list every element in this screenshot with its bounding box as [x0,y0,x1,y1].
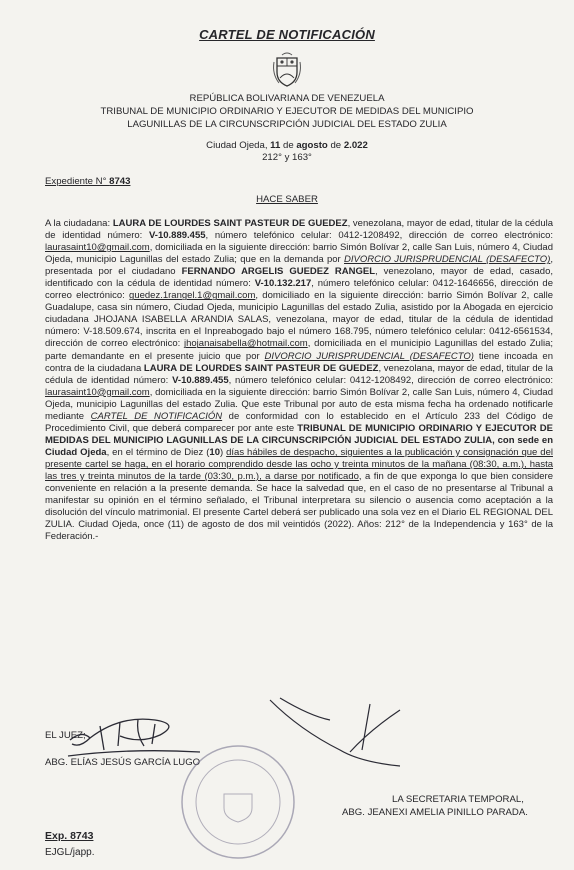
body-segment: LAURA DE LOURDES SAINT PASTEUR DE GUEDEZ [112,218,348,229]
body-segment: , a fin de que exponga lo que bien considere conveniente en relación a la presente demanda. Se hace la salvedad que, en el caso de no presentarse al Tribunal a manifestar su opinión en el término señalado, el Tribunal interpretara su silencio o ausencia como aceptación a la disolución del vínculo matrimonial. El presente Cartel deberá ser publicado una sola vez en el Diario EL REGIONAL DEL ZULIA. Ciudad Ojeda, once (11) de agosto de dos mil veintidós (2022). Años: 212° de la Independencia y 163° de la Federación.- [45,470,553,543]
body-segment[interactable]: laurasaint10@gmail.com [45,386,150,398]
body-segment: LAURA DE LOURDES SAINT PASTEUR DE GUEDEZ [143,362,379,374]
body-segment: , domiciliada en el municipio Lagunillas del estado Zulia; parte demandante en el presente juicio que por [45,338,553,362]
expediente-label: Expediente N° [45,176,110,187]
body-segment[interactable]: guedez.1rangel.1@gmail.com [129,290,256,302]
date-prefix: Ciudad Ojeda, [206,140,271,151]
body-segment: , domiciliada en la siguiente dirección: barrio Simón Bolívar 2, calle San Luis, número 4, Ciudad Ojeda, municipio Lagunillas del estado Zulia. Que este Tribunal por auto de esta misma fecha ha ordenado notificarle mediante [45,386,553,422]
body-segment: 10 [209,446,220,458]
body-segment[interactable]: días hábiles de despacho, siguientes a la publicación y consignación que del presente cartel se haga, en el horario comprendido desde las ocho y treinta minutos de la mañana (08:30, a.m.), hasta las tres y treinta minutos de la tarde (03:30, p.m.), a darse por notificado [45,446,553,482]
date-year: 2.022 [343,140,368,151]
body-segment: de conformidad con lo establecido en el Artículo 233 del Código de Procedimiento Civil, que deberá comparecer por ante este [45,410,553,434]
header-years: 212° y 163° [262,152,312,163]
body-segment: , presentada por el ciudadano [45,254,553,278]
date-mid: de [280,140,297,151]
coat-of-arms-icon [271,52,303,88]
date-month: agosto [296,140,328,151]
document-title: CARTEL DE NOTIFICACIÓN [199,27,375,42]
date-de: de [327,140,344,151]
body-segment: TRIBUNAL DE MUNICIPIO ORDINARIO Y EJECUTOR DE MEDIDAS DEL MUNICIPIO LAGUNILLAS DE LA CIRCUNSCRIPCIÓN JUDICIAL DEL ESTADO ZULIA, con sede en Ciudad Ojeda [45,422,554,458]
header-circunscripcion: LAGUNILLAS DE LA CIRCUNSCRIPCIÓN JUDICIAL DEL ESTADO ZULIA [127,119,447,130]
expediente-number [45,176,130,187]
body-segment: V-10.889.455 [148,230,206,242]
body-segment: A la ciudadana: [45,218,113,229]
hace-saber-heading: HACE SABER [256,194,318,205]
body-segment: , venezolana, mayor de edad, titular de la cédula de identidad número: [45,218,553,242]
court-seal-icon [178,742,298,862]
secretaria-name: ABG. JEANEXI AMELIA PINILLO PARADA. [342,807,528,818]
header-tribunal: TRIBUNAL DE MUNICIPIO ORDINARIO Y EJECUTOR DE MEDIDAS DEL MUNICIPIO [100,106,474,117]
header-date [0,140,574,152]
body-segment: , número telefónico celular: 0412-1208492, dirección de correo electrónico: [228,374,554,386]
expediente-value: 8743 [109,176,131,187]
body-segment: V-10.889.455 [172,374,229,386]
juez-label: EL JUEZ; [45,730,86,741]
body-segment: tiene incoada en contra de la ciudadana [45,350,553,374]
secretaria-label: LA SECRETARIA TEMPORAL, [392,794,524,805]
juez-name: ABG. ELÍAS JESÚS GARCÍA LUGO [45,757,201,768]
body-segment: DIVORCIO JURISPRUDENCIAL (DESAFECTO) [344,254,551,266]
footer-expediente: Exp. 8743 [45,830,94,842]
body-segment[interactable]: jhojanaisabella@hotmail.com [184,338,308,350]
header-republic: REPÚBLICA BOLIVARIANA DE VENEZUELA [189,93,385,104]
body-segment: FERNANDO ARGELIS GUEDEZ RANGEL [181,266,376,278]
footer-initials: EJGL/japp. [45,847,95,858]
body-segment: , venezolana, mayor de edad, titular de la cédula de identidad número: [45,362,553,386]
body-segment: ) [219,446,227,458]
date-day: 11 [270,140,281,151]
body-segment: CARTEL DE NOTIFICACIÓN [90,410,223,422]
body-segment: , en el término de Diez ( [106,446,210,458]
body-segment: , domiciliada en la siguiente dirección: barrio Simón Bolívar 2, calle San Luis, número 4, Ciudad Ojeda, municipio Lagunillas del estado Zulia; que en la demanda por [45,242,553,266]
body-segment: , domiciliado en la siguiente dirección: barrio Simón Bolívar 2, calle Guadalupe, casa sin número, Ciudad Ojeda, municipio Lagunillas del estado Zulia, asistido por la Abogada en ejercicio ciudadana JHOJANA ISABELLA ARANDIA SALAS, venezolana, mayor de edad, titular de la cédula de identidad número: V-18.509.674, inscrita en el Inpreabogado bajo el número 168.795, número telefónico celular: 0412-6561534, dirección de correo electrónico: [45,290,553,350]
body-segment: , número telefónico celular: 0412-1646656, dirección de correo electrónico: [45,278,553,302]
notification-body [45,218,553,543]
body-segment[interactable]: laurasaint10@gmail.com [45,242,150,254]
body-segment: , número telefónico celular: 0412-1208492, dirección de correo electrónico: [205,230,553,242]
body-segment: DIVORCIO JURISPRUDENCIAL (DESAFECTO) [264,350,474,362]
body-segment: V-10.132.217 [254,278,312,290]
body-segment: , venezolano, mayor de edad, casado, identificado con la cédula de identidad número: [45,266,553,290]
